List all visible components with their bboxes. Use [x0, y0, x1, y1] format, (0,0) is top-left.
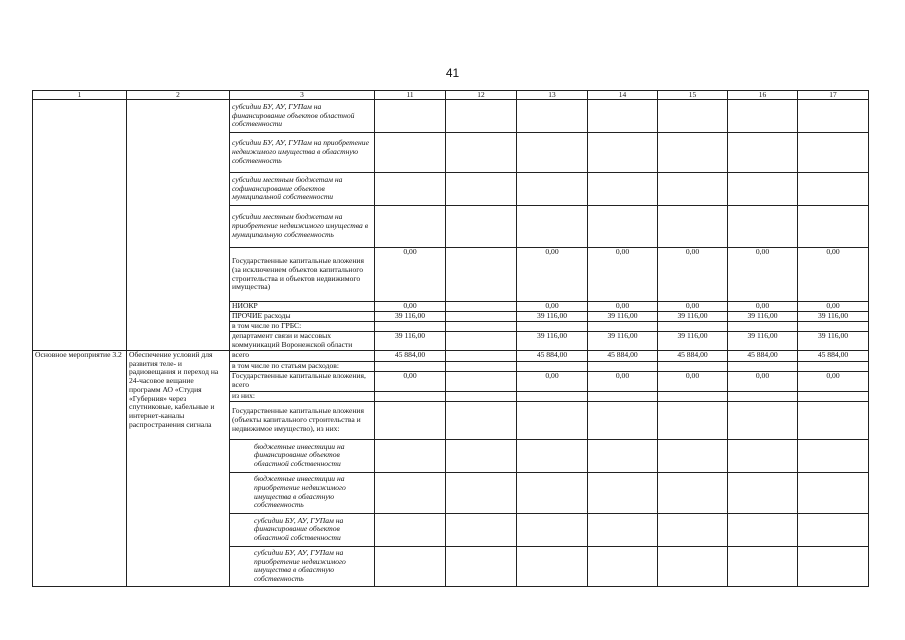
value-cell — [375, 513, 446, 546]
value-cell — [658, 173, 728, 206]
value-cell: 39 116,00 — [728, 312, 798, 322]
column-number: 2 — [127, 91, 230, 100]
value-cell — [375, 362, 446, 372]
value-cell — [446, 439, 517, 472]
value-cell — [446, 173, 517, 206]
value-cell — [728, 401, 798, 439]
value-cell — [446, 322, 517, 332]
budget-table — [32, 90, 869, 587]
value-cell — [588, 362, 658, 372]
value-cell — [588, 546, 658, 586]
value-cell — [517, 546, 588, 586]
value-cell — [446, 546, 517, 586]
value-cell — [517, 513, 588, 546]
value-cell — [517, 362, 588, 372]
value-cell — [658, 322, 728, 332]
column-number: 1 — [33, 91, 127, 100]
value-cell: 0,00 — [375, 372, 446, 392]
value-cell — [517, 472, 588, 513]
value-cell — [658, 100, 728, 133]
table-row — [33, 351, 869, 362]
column-number: 14 — [588, 91, 658, 100]
empty-cell — [127, 100, 230, 351]
value-cell — [446, 472, 517, 513]
value-cell — [798, 439, 869, 472]
value-cell — [728, 100, 798, 133]
value-cell: 0,00 — [728, 372, 798, 392]
value-cell — [728, 322, 798, 332]
value-cell: 0,00 — [728, 302, 798, 312]
value-cell — [728, 362, 798, 372]
table-row — [33, 100, 869, 133]
value-cell — [798, 133, 869, 173]
value-cell — [798, 173, 869, 206]
row-label: субсидии БУ, АУ, ГУПам на приобретение недвижимого имущества в областную собственность — [230, 546, 375, 586]
value-cell — [517, 133, 588, 173]
row-label: Государственные капитальные вложения (объекты капитального строительства и недвижимое имущество), из них: — [230, 401, 375, 439]
column-number: 11 — [375, 91, 446, 100]
value-cell — [728, 472, 798, 513]
value-cell: 45 884,00 — [588, 351, 658, 362]
value-cell — [375, 100, 446, 133]
value-cell — [375, 133, 446, 173]
row-label: субсидии местным бюджетам на софинансирование объектов муниципальной собственности — [230, 173, 375, 206]
value-cell: 39 116,00 — [588, 332, 658, 351]
column-number-header — [33, 91, 869, 100]
value-cell — [517, 392, 588, 402]
value-cell — [588, 133, 658, 173]
value-cell — [517, 401, 588, 439]
value-cell — [728, 173, 798, 206]
value-cell — [798, 513, 869, 546]
value-cell: 45 884,00 — [798, 351, 869, 362]
value-cell — [446, 100, 517, 133]
value-cell: 0,00 — [517, 302, 588, 312]
value-cell — [375, 439, 446, 472]
value-cell — [798, 401, 869, 439]
column-number: 15 — [658, 91, 728, 100]
value-cell — [588, 392, 658, 402]
value-cell — [446, 392, 517, 402]
value-cell — [798, 472, 869, 513]
value-cell: 45 884,00 — [517, 351, 588, 362]
value-cell — [588, 401, 658, 439]
value-cell — [446, 351, 517, 362]
value-cell: 39 116,00 — [658, 312, 728, 322]
value-cell — [728, 206, 798, 248]
value-cell — [446, 248, 517, 302]
column-number: 12 — [446, 91, 517, 100]
value-cell — [798, 546, 869, 586]
value-cell — [728, 133, 798, 173]
row-label: субсидии БУ, АУ, ГУПам на приобретение недвижимого имущества в областную собственность — [230, 133, 375, 173]
value-cell — [375, 206, 446, 248]
value-cell: 39 116,00 — [798, 312, 869, 322]
value-cell — [658, 362, 728, 372]
value-cell — [375, 401, 446, 439]
empty-cell — [33, 100, 127, 351]
value-cell — [588, 513, 658, 546]
value-cell — [588, 100, 658, 133]
value-cell — [446, 302, 517, 312]
value-cell: 0,00 — [588, 302, 658, 312]
value-cell: 0,00 — [517, 248, 588, 302]
value-cell — [658, 133, 728, 173]
value-cell: 0,00 — [658, 372, 728, 392]
value-cell — [446, 312, 517, 322]
column-number: 17 — [798, 91, 869, 100]
value-cell: 39 116,00 — [588, 312, 658, 322]
value-cell: 39 116,00 — [728, 332, 798, 351]
value-cell — [798, 392, 869, 402]
row-label: в том числе по статьям расходов: — [230, 362, 375, 372]
value-cell — [446, 362, 517, 372]
value-cell — [517, 439, 588, 472]
value-cell: 0,00 — [798, 372, 869, 392]
column-number: 16 — [728, 91, 798, 100]
value-cell: 45 884,00 — [375, 351, 446, 362]
value-cell — [375, 392, 446, 402]
value-cell — [798, 206, 869, 248]
value-cell — [658, 401, 728, 439]
measure-name: Основное мероприятие 3.2 — [33, 351, 127, 587]
page-number: 41 — [445, 66, 460, 80]
value-cell: 0,00 — [375, 248, 446, 302]
value-cell — [588, 472, 658, 513]
row-label: Государственные капитальные вложения (за исключением объектов капитального строительства и объектов недвижимого имущества) — [230, 248, 375, 302]
column-number: 3 — [230, 91, 375, 100]
value-cell: 39 116,00 — [517, 332, 588, 351]
value-cell: 0,00 — [728, 248, 798, 302]
value-cell — [588, 206, 658, 248]
value-cell — [517, 173, 588, 206]
value-cell: 45 884,00 — [728, 351, 798, 362]
value-cell — [517, 206, 588, 248]
value-cell — [728, 513, 798, 546]
value-cell — [658, 392, 728, 402]
value-cell — [798, 322, 869, 332]
measure-description: Обеспечение условий для развития теле- и радиовещания и переход на 24-часовое вещание программ АО «Студия «Губерния» через спутниковые, кабельные и интернет-каналы распространения сигнала — [127, 351, 230, 587]
value-cell: 39 116,00 — [798, 332, 869, 351]
value-cell — [446, 206, 517, 248]
value-cell: 0,00 — [658, 248, 728, 302]
value-cell — [446, 401, 517, 439]
row-label: субсидии местным бюджетам на приобретение недвижимого имущества в муниципальную собственность — [230, 206, 375, 248]
value-cell — [658, 439, 728, 472]
value-cell — [375, 173, 446, 206]
row-label: всего — [230, 351, 375, 362]
value-cell — [446, 513, 517, 546]
value-cell: 39 116,00 — [517, 312, 588, 322]
value-cell — [446, 133, 517, 173]
row-label: бюджетные инвестиции на финансирование объектов областной собственности — [230, 439, 375, 472]
value-cell — [375, 322, 446, 332]
value-cell — [588, 173, 658, 206]
value-cell: 0,00 — [798, 302, 869, 312]
value-cell — [658, 513, 728, 546]
value-cell: 0,00 — [588, 372, 658, 392]
value-cell — [798, 362, 869, 372]
value-cell — [728, 439, 798, 472]
value-cell: 45 884,00 — [658, 351, 728, 362]
row-label: субсидии БУ, АУ, ГУПам на финансирование объектов областной собственности — [230, 513, 375, 546]
value-cell: 0,00 — [517, 372, 588, 392]
value-cell: 0,00 — [798, 248, 869, 302]
value-cell — [588, 439, 658, 472]
value-cell — [446, 372, 517, 392]
row-label: департамент связи и массовых коммуникаций Воронежской области — [230, 332, 375, 351]
column-number: 13 — [517, 91, 588, 100]
value-cell — [728, 392, 798, 402]
value-cell — [517, 322, 588, 332]
value-cell: 0,00 — [375, 302, 446, 312]
value-cell: 39 116,00 — [658, 332, 728, 351]
value-cell — [375, 546, 446, 586]
row-label: бюджетные инвестиции на приобретение недвижимого имущества в областную собственность — [230, 472, 375, 513]
value-cell — [517, 100, 588, 133]
row-label: НИОКР — [230, 302, 375, 312]
row-label: в том числе по ГРБС: — [230, 322, 375, 332]
row-label: Государственные капитальные вложения, всего — [230, 372, 375, 392]
row-label: из них: — [230, 392, 375, 402]
value-cell: 0,00 — [588, 248, 658, 302]
row-label: ПРОЧИЕ расходы — [230, 312, 375, 322]
value-cell — [446, 332, 517, 351]
value-cell — [375, 472, 446, 513]
value-cell — [798, 100, 869, 133]
row-label: субсидии БУ, АУ, ГУПам на финансирование объектов областной собственности — [230, 100, 375, 133]
value-cell — [658, 206, 728, 248]
value-cell — [588, 322, 658, 332]
value-cell — [658, 546, 728, 586]
value-cell — [658, 472, 728, 513]
value-cell: 0,00 — [658, 302, 728, 312]
value-cell: 39 116,00 — [375, 312, 446, 322]
value-cell — [728, 546, 798, 586]
value-cell: 39 116,00 — [375, 332, 446, 351]
